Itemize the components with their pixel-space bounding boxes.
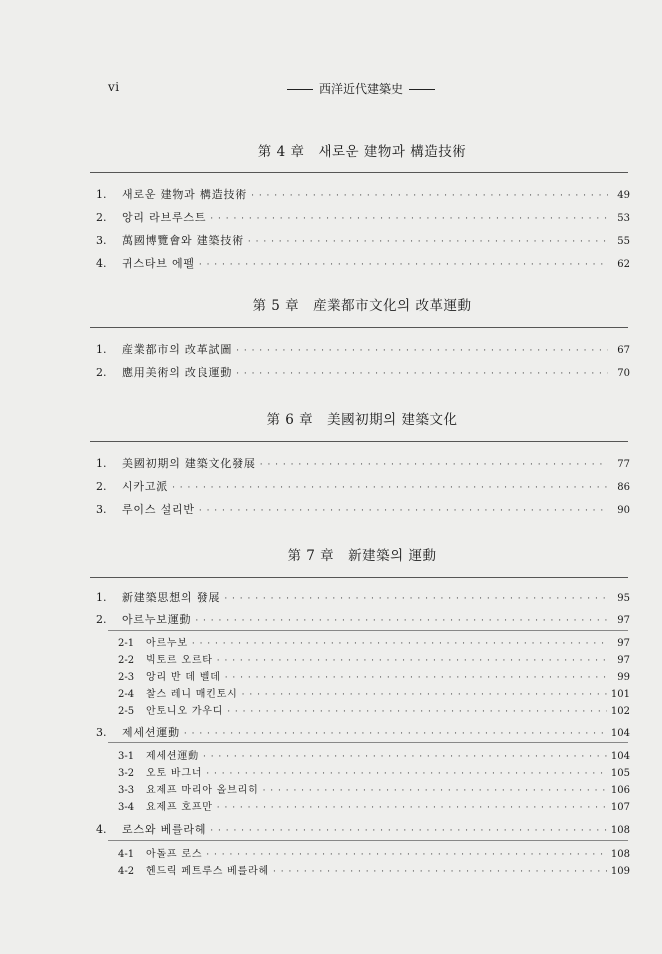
chapter-number: 第 5 章 bbox=[252, 298, 300, 314]
toc-entry[interactable] bbox=[96, 478, 630, 494]
subentry-number: 4-1 bbox=[118, 849, 135, 860]
subentry-title: 앙리 반 데 벨데 bbox=[146, 672, 221, 683]
subentry-title: 아르누보 bbox=[146, 638, 188, 649]
subentry-number: 2-2 bbox=[118, 655, 135, 666]
section-rule bbox=[90, 327, 628, 328]
entry-page: 86 bbox=[617, 482, 630, 493]
entry-page: 55 bbox=[617, 236, 630, 247]
toc-subentry[interactable] bbox=[118, 781, 630, 797]
dot-leader bbox=[227, 707, 607, 717]
dot-leader bbox=[203, 752, 607, 762]
section-rule bbox=[90, 577, 628, 578]
chapter-heading bbox=[0, 408, 662, 428]
dot-leader bbox=[206, 850, 607, 860]
dot-leader bbox=[199, 506, 608, 516]
chapter-title: 産業都市文化의 改革運動 bbox=[313, 298, 472, 314]
entry-page: 77 bbox=[617, 459, 630, 470]
toc-entry[interactable] bbox=[96, 589, 630, 605]
subentry-page: 97 bbox=[617, 638, 630, 649]
entry-page: 67 bbox=[617, 345, 630, 356]
chapter-title: 새로운 建物과 構造技術 bbox=[318, 144, 467, 160]
entry-number: 2. bbox=[96, 366, 107, 379]
dot-leader bbox=[195, 616, 608, 626]
dot-leader bbox=[248, 237, 608, 247]
section-rule bbox=[90, 441, 628, 442]
subentry-title: 요제프 마리아 올브리히 bbox=[146, 785, 259, 796]
dot-leader bbox=[224, 594, 608, 604]
chapter-title: 美國初期의 建築文化 bbox=[327, 412, 458, 428]
entry-number: 1. bbox=[96, 343, 107, 356]
subentry-title: 요제프 호프만 bbox=[146, 802, 213, 813]
subentry-number: 2-1 bbox=[118, 638, 135, 649]
toc-entry[interactable] bbox=[96, 186, 630, 202]
entry-page: 49 bbox=[617, 190, 630, 201]
running-header bbox=[0, 80, 662, 97]
header-rule-right bbox=[409, 89, 435, 90]
subentry-page: 102 bbox=[610, 706, 630, 717]
entry-title: 産業都市의 改革試圖 bbox=[122, 343, 233, 356]
toc-entry[interactable] bbox=[96, 209, 630, 225]
entry-title: 루이스 설리반 bbox=[122, 503, 195, 516]
entry-number: 2. bbox=[96, 211, 107, 224]
subentry-number: 2-5 bbox=[118, 706, 135, 717]
entry-title: 시카고派 bbox=[122, 480, 169, 493]
toc-subentry[interactable] bbox=[118, 668, 630, 684]
entry-number: 3. bbox=[96, 726, 107, 739]
entry-title: 美國初期의 建築文化發展 bbox=[122, 457, 256, 470]
dot-leader bbox=[184, 729, 607, 739]
entry-title: 앙리 라브루스트 bbox=[122, 211, 207, 224]
subentry-number: 4-2 bbox=[118, 866, 135, 877]
dot-leader bbox=[251, 191, 608, 201]
subentry-title: 오토 바그너 bbox=[146, 768, 203, 779]
entry-number: 1. bbox=[96, 457, 107, 470]
chapter-title: 新建築의 運動 bbox=[348, 548, 437, 564]
dot-leader bbox=[225, 673, 608, 683]
subentry-title: 헨드릭 페트루스 베를라헤 bbox=[146, 866, 270, 877]
chapter-heading bbox=[0, 140, 662, 160]
dot-leader bbox=[192, 639, 608, 649]
subsection-rule bbox=[108, 840, 628, 841]
toc-subentry[interactable] bbox=[118, 845, 630, 861]
entry-page: 108 bbox=[610, 825, 630, 836]
entry-page: 90 bbox=[617, 505, 630, 516]
entry-page: 53 bbox=[617, 213, 630, 224]
entry-number: 4. bbox=[96, 257, 107, 270]
subentry-title: 안토니오 가우디 bbox=[146, 706, 224, 717]
toc-entry[interactable] bbox=[96, 611, 630, 627]
dot-leader bbox=[273, 867, 607, 877]
entry-number: 3. bbox=[96, 234, 107, 247]
subentry-page: 99 bbox=[617, 672, 630, 683]
toc-subentry[interactable] bbox=[118, 685, 630, 701]
entry-number: 2. bbox=[96, 613, 107, 626]
subentry-page: 108 bbox=[610, 849, 630, 860]
subsection-rule bbox=[108, 630, 628, 631]
subentry-number: 2-3 bbox=[118, 672, 135, 683]
dot-leader bbox=[199, 260, 608, 270]
entry-page: 70 bbox=[617, 368, 630, 379]
header-rule-left bbox=[287, 89, 313, 90]
toc-entry[interactable] bbox=[96, 455, 630, 471]
page-number: vi bbox=[108, 80, 120, 94]
entry-number: 1. bbox=[96, 188, 107, 201]
entry-title: 아르누보運動 bbox=[122, 613, 192, 626]
subentry-number: 2-4 bbox=[118, 689, 135, 700]
toc-subentry[interactable] bbox=[118, 634, 630, 650]
entry-number: 1. bbox=[96, 591, 107, 604]
entry-number: 4. bbox=[96, 823, 107, 836]
toc-entry[interactable] bbox=[96, 821, 630, 837]
subentry-page: 106 bbox=[610, 785, 630, 796]
dot-leader bbox=[210, 214, 608, 224]
toc-subentry[interactable] bbox=[118, 764, 630, 780]
subentry-title: 빅토르 오르타 bbox=[146, 655, 213, 666]
toc-subentry[interactable] bbox=[118, 862, 630, 878]
subentry-page: 107 bbox=[610, 802, 630, 813]
toc-subentry[interactable] bbox=[118, 702, 630, 718]
dot-leader bbox=[217, 656, 608, 666]
subentry-title: 제세션運動 bbox=[146, 751, 199, 762]
entry-title: 新建築思想의 發展 bbox=[122, 591, 221, 604]
dot-leader bbox=[206, 769, 607, 779]
subentry-number: 3-3 bbox=[118, 785, 135, 796]
entry-page: 104 bbox=[610, 728, 630, 739]
section-rule bbox=[90, 172, 628, 173]
subentry-page: 101 bbox=[610, 689, 630, 700]
entry-title: 萬國博覽會와 建築技術 bbox=[122, 234, 244, 247]
dot-leader bbox=[217, 803, 607, 813]
subentry-page: 105 bbox=[610, 768, 630, 779]
dot-leader bbox=[260, 460, 608, 470]
entry-page: 97 bbox=[617, 615, 630, 626]
toc-subentry[interactable] bbox=[118, 651, 630, 667]
toc-entry[interactable] bbox=[96, 341, 630, 357]
toc-entry[interactable] bbox=[96, 255, 630, 271]
dot-leader bbox=[210, 826, 607, 836]
toc-subentry[interactable] bbox=[118, 747, 630, 763]
subentry-title: 아돌프 로스 bbox=[146, 849, 203, 860]
subentry-page: 97 bbox=[617, 655, 630, 666]
chapter-number: 第 7 章 bbox=[287, 548, 335, 564]
running-title: 西洋近代建築史 bbox=[318, 82, 403, 96]
entry-title: 로스와 베를라헤 bbox=[122, 823, 207, 836]
dot-leader bbox=[236, 369, 608, 379]
dot-leader bbox=[263, 786, 607, 796]
chapter-heading bbox=[0, 544, 662, 564]
entry-page: 95 bbox=[617, 593, 630, 604]
chapter-heading bbox=[0, 294, 662, 314]
toc-entry[interactable] bbox=[96, 232, 630, 248]
entry-title: 應用美術의 改良運動 bbox=[122, 366, 233, 379]
entry-number: 3. bbox=[96, 503, 107, 516]
subentry-number: 3-1 bbox=[118, 751, 135, 762]
subentry-number: 3-2 bbox=[118, 768, 135, 779]
toc-entry[interactable] bbox=[96, 501, 630, 517]
subentry-page: 104 bbox=[610, 751, 630, 762]
chapter-number: 第 6 章 bbox=[266, 412, 314, 428]
subentry-number: 3-4 bbox=[118, 802, 135, 813]
chapter-number: 第 4 章 bbox=[257, 144, 305, 160]
entry-title: 새로운 建物과 構造技術 bbox=[122, 188, 248, 201]
toc-subentry[interactable] bbox=[118, 798, 630, 814]
dot-leader bbox=[172, 483, 608, 493]
entry-number: 2. bbox=[96, 480, 107, 493]
dot-leader bbox=[236, 346, 608, 356]
entry-title: 귀스타브 에펠 bbox=[122, 257, 195, 270]
dot-leader bbox=[242, 690, 607, 700]
toc-entry[interactable] bbox=[96, 364, 630, 380]
entry-title: 제세션運動 bbox=[122, 726, 180, 739]
subentry-page: 109 bbox=[610, 866, 630, 877]
entry-page: 62 bbox=[617, 259, 630, 270]
subentry-title: 찰스 레니 매킨토시 bbox=[146, 689, 238, 700]
subsection-rule bbox=[108, 742, 628, 743]
toc-entry[interactable] bbox=[96, 724, 630, 740]
